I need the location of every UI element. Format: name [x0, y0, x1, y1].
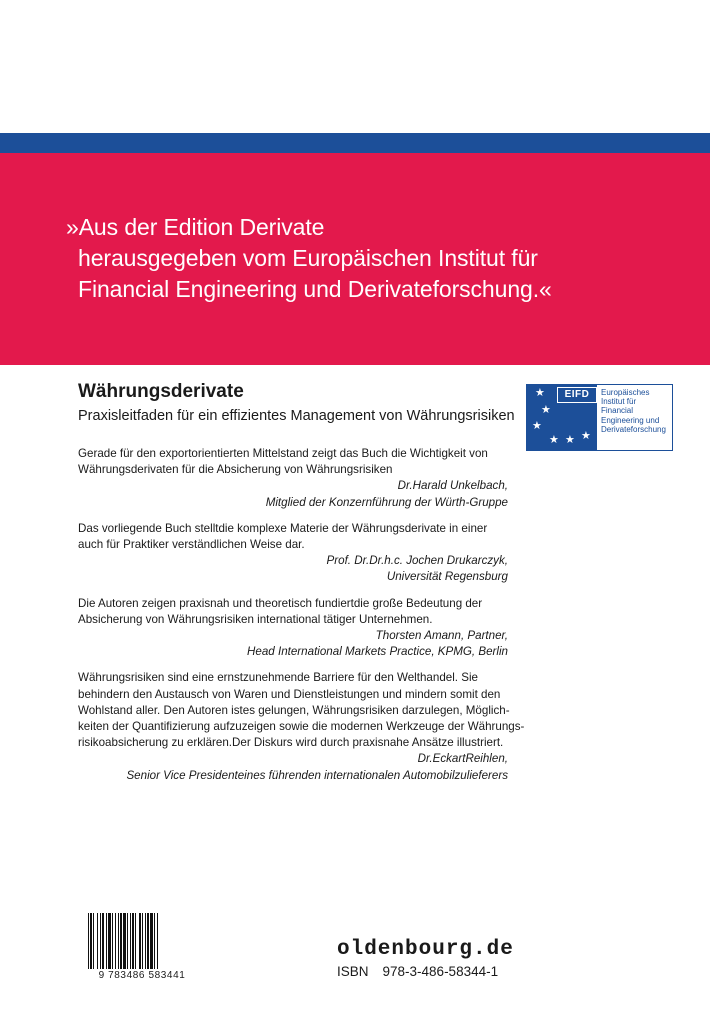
barcode-bar — [142, 913, 143, 969]
barcode-bar — [120, 913, 122, 969]
barcode-bar — [106, 913, 107, 969]
review-text-line: Währungsrisiken sind eine ernstzunehmende Barriere für den Welthandel. Sie — [78, 671, 478, 685]
logo-text-line: Financial — [601, 406, 634, 416]
review-attribution: Dr.Harald Unkelbach, — [397, 479, 508, 493]
publisher-url: oldenbourg.de — [337, 938, 514, 961]
review-text-line: Währungsderivaten für die Absicherung von Währungsrisiken — [78, 463, 393, 477]
logo-institute-name — [601, 388, 673, 434]
barcode-bar — [97, 913, 98, 969]
isbn — [337, 964, 498, 979]
isbn-number: 978-3-486-58344-1 — [382, 964, 499, 979]
review-text-line: behindern den Austausch von Waren und Dienstleistungen und mindern somit den — [78, 687, 501, 701]
barcode-bar — [157, 913, 158, 969]
eu-flag-icon: ★ ★ ★ ★ ★ ★ EIFD — [527, 385, 597, 450]
barcode-bar — [147, 913, 149, 969]
eifd-logo — [526, 384, 673, 451]
review-text-line: Gerade für den exportorientierten Mittelstand zeigt das Buch die Wichtigkeit von — [78, 447, 488, 460]
review-attribution: Prof. Dr.Dr.h.c. Jochen Drukarczyk, — [326, 554, 508, 568]
barcode-bar — [102, 913, 104, 969]
review-text-line: auch für Praktiker verständlichen Weise dar. — [78, 538, 305, 552]
review-text-line: Die Autoren zeigen praxisnah und theoretisch fundiertdie große Bedeutung der — [78, 596, 483, 610]
barcode-bar — [88, 913, 89, 969]
logo-text-line: Engineering und — [601, 415, 660, 425]
barcode-bar — [115, 913, 116, 969]
barcode-bar — [154, 913, 155, 969]
review-text-line: risikoabsicherung zu erklären.Der Diskurs wird durch praxisnahe Ansätze illustriert. — [78, 736, 504, 750]
quote-line-3: Financial Engineering und Derivateforschung.« — [78, 276, 552, 302]
logo-text-line: Derivateforschung — [601, 424, 666, 434]
barcode-bar — [127, 913, 128, 969]
barcode-bar — [118, 913, 119, 969]
barcode-bar — [90, 913, 92, 969]
barcode-bar — [108, 913, 111, 969]
review-text-line: Wohlstand aller. Den Autoren istes gelungen, Währungsrisiken darzulegen, Möglich- — [78, 703, 510, 717]
review-attribution: Head International Markets Practice, KPMG, Berlin — [247, 645, 508, 659]
review-attribution: Thorsten Amann, Partner, — [375, 629, 508, 643]
barcode-number: 9 783486 583441 — [98, 970, 186, 981]
quote-line-2: herausgegeben vom Europäischen Institut für — [78, 245, 538, 271]
barcode-bar — [150, 913, 153, 969]
barcode-bar — [123, 913, 126, 969]
barcode-bar — [139, 913, 141, 969]
quote-line-1: »Aus der Edition Derivate — [66, 214, 325, 240]
logo-text-line: Institut für — [601, 397, 637, 407]
review-1 — [78, 446, 508, 511]
review-attribution: Universität Regensburg — [386, 570, 508, 584]
isbn-label: ISBN — [337, 964, 369, 979]
review-3 — [78, 596, 508, 661]
review-text-line: keiten der Quantifizierung aufzuzeigen sowie die modernen Werkzeuge der Währungs- — [78, 720, 525, 734]
barcode-bar — [132, 913, 134, 969]
review-4 — [78, 670, 525, 783]
barcode-bar — [100, 913, 101, 969]
review-attribution: Dr.EckartReihlen, — [417, 752, 508, 766]
review-text-line: Absicherung von Währungsrisiken international tätiger Unternehmen. — [78, 612, 433, 626]
review-attribution: Senior Vice Presidenteines führenden internationalen Automobilzulieferers — [126, 768, 508, 782]
review-2 — [78, 521, 508, 586]
barcode-bar — [130, 913, 131, 969]
blue-top-band — [0, 133, 710, 153]
barcode-bar — [145, 913, 146, 969]
logo-text-line: Europäisches — [601, 388, 650, 397]
barcode-bar — [93, 913, 94, 969]
book-title: Währungsderivate — [78, 381, 244, 402]
barcode-bar — [135, 913, 136, 969]
review-text-line: Das vorliegende Buch stelltdie komplexe Materie der Währungsderivate in einer — [78, 521, 488, 535]
review-attribution: Mitglied der Konzernführung der Würth-Gruppe — [265, 495, 508, 509]
barcode-bar — [112, 913, 113, 969]
logo-abbreviation: EIFD — [557, 387, 597, 403]
book-subtitle: Praxisleitfaden für ein effizientes Management von Währungsrisiken — [78, 408, 515, 424]
edition-quote — [66, 212, 686, 305]
review-section — [78, 446, 525, 794]
